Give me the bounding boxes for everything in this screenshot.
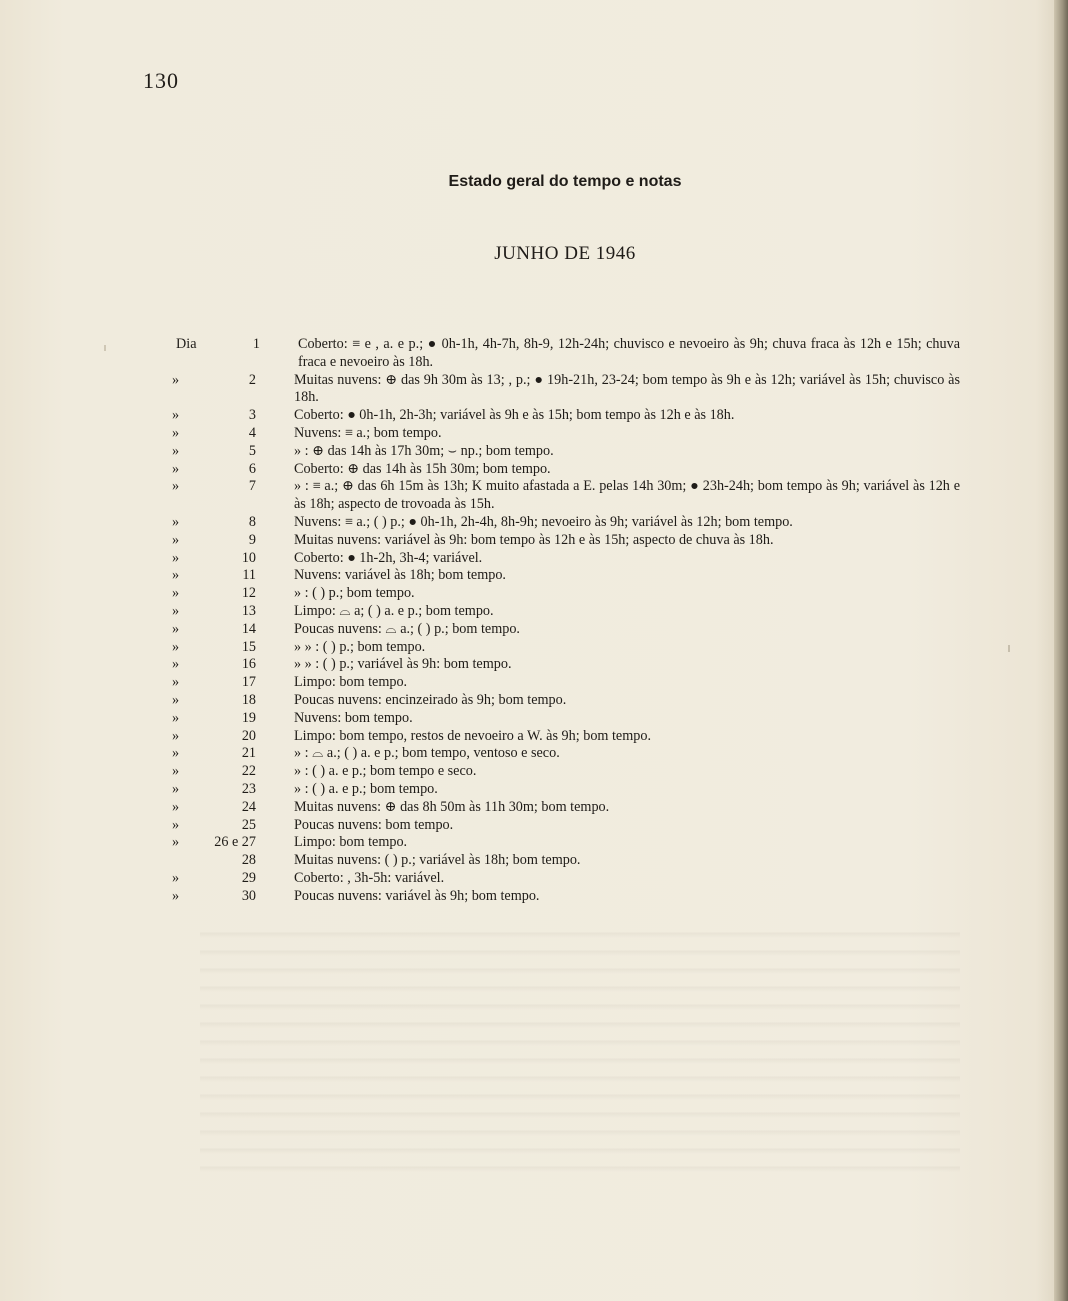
list-item xyxy=(170,478,960,514)
entry-marker: » xyxy=(172,620,180,637)
entry-text: Coberto: ⊕ das 14h às 15h 30m; bom tempo. xyxy=(294,460,551,477)
list-item xyxy=(170,372,960,408)
list-item xyxy=(170,745,960,763)
entry-marker: » xyxy=(172,798,180,815)
entry-day: 30 xyxy=(241,887,256,904)
entry-text: Nuvens: ≡ a.; bom tempo. xyxy=(294,424,442,441)
entry-marker: » xyxy=(172,531,180,548)
entry-marker: » xyxy=(172,727,180,744)
entry-text: » » : ( ) p.; variável às 9h: bom tempo. xyxy=(294,656,512,673)
entry-marker: » xyxy=(172,638,180,655)
entry-marker: » xyxy=(172,656,180,673)
entry-marker: » xyxy=(172,834,180,851)
entry-text: » » : ( ) p.; bom tempo. xyxy=(294,638,426,655)
list-item xyxy=(170,799,960,817)
entry-text: Nuvens: bom tempo. xyxy=(294,709,413,726)
entry-marker: » xyxy=(172,442,180,459)
list-item xyxy=(170,852,960,870)
entry-day: 14 xyxy=(241,620,256,637)
page-number: 130 xyxy=(143,68,179,93)
entry-text: » : ⊕ das 14h às 17h 30m; ⌣ np.; bom tempo. xyxy=(294,442,554,459)
entry-day: 23 xyxy=(241,780,256,797)
entry-marker: » xyxy=(172,567,180,584)
entry-text: Poucas nuvens: variável às 9h; bom tempo. xyxy=(294,887,540,904)
entry-day: 17 xyxy=(241,674,256,691)
entry-marker: » xyxy=(172,780,180,797)
list-item xyxy=(170,674,960,692)
list-item xyxy=(170,781,960,799)
entry-day: 3 xyxy=(248,407,256,424)
entry-text: Coberto: ● 1h-2h, 3h-4; variável. xyxy=(294,549,483,566)
list-item xyxy=(170,692,960,710)
entry-day: 2 xyxy=(248,371,256,388)
entry-marker: » xyxy=(172,585,180,602)
entry-day: 25 xyxy=(241,816,256,833)
entry-marker: » xyxy=(172,478,180,495)
entry-marker: » xyxy=(172,691,180,708)
entry-marker: » xyxy=(172,745,180,762)
entry-text: » : ( ) a. e p.; bom tempo e seco. xyxy=(294,763,477,780)
entry-day: 9 xyxy=(248,531,256,548)
entry-day: 22 xyxy=(241,763,256,780)
entry-marker: » xyxy=(172,709,180,726)
entry-day: 24 xyxy=(241,798,256,815)
list-item xyxy=(170,585,960,603)
list-item xyxy=(170,443,960,461)
entry-text: Coberto: ● 0h-1h, 2h-3h; variável às 9h e às 15h; bom tempo às 12h e às 18h. xyxy=(294,407,735,424)
list-item xyxy=(170,817,960,835)
entry-day: 26 e 27 xyxy=(214,834,256,851)
list-item xyxy=(170,532,960,550)
entry-text: Limpo: bom tempo, restos de nevoeiro a W. às 9h; bom tempo. xyxy=(294,727,651,744)
list-item xyxy=(170,550,960,568)
margin-mark xyxy=(1008,645,1010,652)
book-binding-edge xyxy=(1054,0,1068,1301)
entry-marker: » xyxy=(172,816,180,833)
list-item xyxy=(170,870,960,888)
entry-day: 15 xyxy=(241,638,256,655)
entry-marker: » xyxy=(172,424,180,441)
daily-entries-list xyxy=(170,336,960,906)
entry-text: Limpo: bom tempo. xyxy=(294,674,408,691)
list-item xyxy=(170,567,960,585)
entry-text: Muitas nuvens: variável às 9h: bom tempo às 12h e às 15h; aspecto de chuva às 18h. xyxy=(294,531,774,548)
entry-text: » : ⌓ a.; ( ) a. e p.; bom tempo, ventoso e seco. xyxy=(294,745,560,762)
list-item xyxy=(170,710,960,728)
entry-day: 28 xyxy=(241,852,256,869)
margin-mark xyxy=(104,345,106,351)
month-title: JUNHO DE 1946 xyxy=(494,243,636,264)
list-item xyxy=(170,639,960,657)
entry-day: 21 xyxy=(241,745,256,762)
list-item xyxy=(170,425,960,443)
entry-day: 10 xyxy=(241,549,256,566)
entry-text: Nuvens: variável às 18h; bom tempo. xyxy=(294,567,506,584)
list-item xyxy=(170,728,960,746)
entry-text: Muitas nuvens: ( ) p.; variável às 18h; bom tempo. xyxy=(294,852,581,869)
entry-marker: » xyxy=(172,674,180,691)
entry-day: 18 xyxy=(241,691,256,708)
section-heading: Estado geral do tempo e notas xyxy=(448,173,682,190)
entry-text: Limpo: ⌓ a; ( ) a. e p.; bom tempo. xyxy=(294,602,494,619)
entry-day: 6 xyxy=(248,460,256,477)
list-item xyxy=(170,834,960,852)
list-item xyxy=(170,407,960,425)
entry-text: Poucas nuvens: bom tempo. xyxy=(294,816,454,833)
entry-day: 8 xyxy=(248,513,256,530)
entry-text: Poucas nuvens: ⌓ a.; ( ) p.; bom tempo. xyxy=(294,620,520,637)
entry-text: » : ≡ a.; ⊕ das 6h 15m às 13h; K muito afastada a E. pelas 14h 30m; ● 23h-24h; bom tempo às 9h; variável às 12h e às 18h; aspecto de trovoada às 15h. xyxy=(294,478,960,513)
entry-day: 7 xyxy=(248,478,256,495)
list-item xyxy=(170,656,960,674)
entry-day: 29 xyxy=(241,869,256,886)
entry-text: Nuvens: ≡ a.; ( ) p.; ● 0h-1h, 2h-4h, 8h-9h; nevoeiro às 9h; variável às 12h; bom tempo. xyxy=(294,513,793,530)
entry-day: 20 xyxy=(241,727,256,744)
entry-day: 19 xyxy=(241,709,256,726)
entry-marker: » xyxy=(172,513,180,530)
entry-marker: » xyxy=(172,887,180,904)
entry-text: Muitas nuvens: ⊕ das 9h 30m às 13; , p.; ● 19h-21h, 23-24; bom tempo às 9h e às 12h; variável às 15h; chuvisco às 18h. xyxy=(294,371,960,406)
list-item xyxy=(170,763,960,781)
list-item xyxy=(170,603,960,621)
entry-day: 1 xyxy=(252,336,260,352)
list-item xyxy=(170,621,960,639)
list-item xyxy=(170,336,960,372)
entry-marker: » xyxy=(172,549,180,566)
list-item xyxy=(170,461,960,479)
entry-marker: Dia xyxy=(176,336,197,352)
entry-text: Poucas nuvens: encinzeirado às 9h; bom tempo. xyxy=(294,691,567,708)
entry-day: 13 xyxy=(241,602,256,619)
entry-day: 12 xyxy=(241,585,256,602)
entry-marker: » xyxy=(172,869,180,886)
entry-day: 5 xyxy=(248,442,256,459)
entry-marker: » xyxy=(172,371,180,388)
entry-marker: » xyxy=(172,602,180,619)
list-item xyxy=(170,888,960,906)
entry-day: 16 xyxy=(241,656,256,673)
entry-marker: » xyxy=(172,763,180,780)
entry-text: Coberto: , 3h-5h: variável. xyxy=(294,869,445,886)
list-item xyxy=(170,514,960,532)
entry-text: » : ( ) a. e p.; bom tempo. xyxy=(294,780,438,797)
entry-text: Muitas nuvens: ⊕ das 8h 50m às 11h 30m; bom tempo. xyxy=(294,798,610,815)
entry-text: Coberto: ≡ e , a. e p.; ● 0h-1h, 4h-7h, 8h-9, 12h-24h; chuvisco e nevoeiro às 9h; chuva fraca às 12h e 15h; chuva fraca e nevoeiro às 18h. xyxy=(298,336,960,370)
show-through-bleed xyxy=(200,920,960,1180)
entry-text: Limpo: bom tempo. xyxy=(294,834,408,851)
entry-day: 11 xyxy=(242,567,256,584)
entry-day: 4 xyxy=(248,424,256,441)
entry-text: » : ( ) p.; bom tempo. xyxy=(294,585,415,602)
entry-marker: » xyxy=(172,407,180,424)
entry-marker: » xyxy=(172,460,180,477)
